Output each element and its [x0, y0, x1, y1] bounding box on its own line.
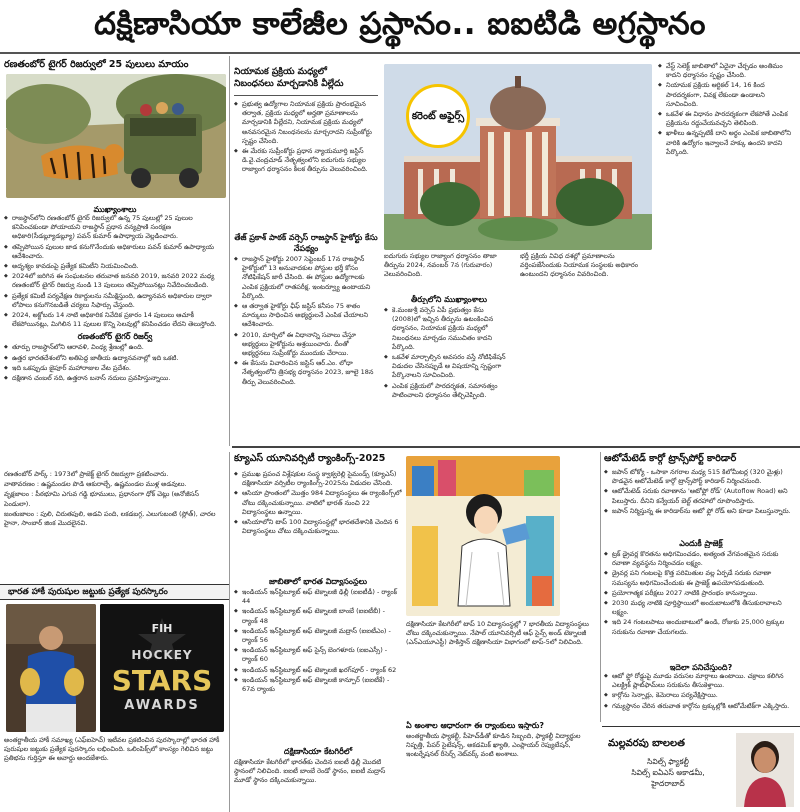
list-item: ◆ ఇండియన్ ఇన్‌స్టిట్యూట్ ఆఫ్ టెక్నాలజీ ఢిల్లీ (ఐఐటీడీ) - ర్యాంక్ 44	[234, 588, 402, 606]
author-city: హైదరాబాద్	[651, 779, 685, 788]
list-item: ◆ 2030 మధ్య నాటికి పూర్తిస్థాయిలో అందుబాటులోకి తీసుకురావాలని లక్ష్యం.	[604, 599, 798, 617]
author-name: మల్లవరపు బాలలత	[608, 738, 685, 749]
list-item: ◆ జపాన్ నిర్మిస్తున్న ఈ కారిడార్‌ను ఆటో ఫ్లో రోడ్ అని కూడా పిలుస్తున్నారు.	[604, 507, 798, 516]
why-project-bullets	[604, 550, 798, 660]
verdict-continued: భర్తీ ప్రక్రియ వివిధ దశల్లో ప్రమాణాలను వర్తింపజేసేందుకు నియామక సంస్థలకు అధికారం ఉంటుందని ధర్మాసనం వివరించింది.	[520, 252, 639, 279]
list-item: ◆ జపాన్ టోక్యో - ఒసాకా నగరాల మధ్య 515 కిలోమీటర్ల (320 మైళ్లు) పొడవైన ఆటోమేటెడ్ కార్గో ట్రాన్స్‌పోర్ట్ కారిడార్ నిర్మించనుంది.	[604, 468, 798, 486]
list-item: ◆ ఆటో ఫ్లో రోడ్డుపై మూడు వరుసల మార్గాలు ఉంటాయి. చక్రాలు కలిగిన ఎలక్ట్రిక్ ప్లాట్‌ఫామ్‌లు సరుకును తీసుకెళ్తాయి.	[604, 672, 798, 690]
list-item: ◆ ఉత్తర భారతదేశంలోని అతిపెద్ద జాతీయ ఉద్యానవనాల్లో ఇది ఒకటి.	[4, 354, 226, 363]
list-item: ◆ కార్గోను సెన్సార్లు, కెమెరాలు పర్యవేక్షిస్తాయి.	[604, 691, 798, 700]
fih-awards-logo	[100, 604, 224, 732]
current-affairs-badge: కరెంట్ అఫైర్స్	[406, 84, 470, 148]
list-item: ◆ కె.మంజుశ్రీ వర్సెస్ ఏపీ ప్రభుత్వం కేసు (2008)లో ఇచ్చిన తీర్పును ఉటంకించిన ధర్మాసనం, నియామక ప్రక్రియ మధ్యలో నిబంధనలు మార్చడం సముచితం కాదని పేర్కొంది.	[384, 306, 514, 352]
fact-line: వృక్షజాలం : పీఠభూమి ఎగువ గడ్డి భూములు, ప్రధానంగా ధోక్ చెట్లు (అనోజీసస్ పెండులా).	[4, 490, 199, 508]
page-headline: దక్షిణాసియా కాలేజీల ప్రస్థానం.. ఐఐటిడి అగ్రస్థానం	[94, 6, 706, 42]
list-item: ◆ తూర్పు రాజస్థాన్‌లోని ఆరావళి, వింధ్య శ్రేణుల్లో ఉంది.	[4, 343, 226, 352]
tiger-points-heading: ముఖ్యాంశాలు	[93, 205, 137, 214]
list-item: ◆ వేస్ట్ సెలెక్ట్ జాబితాలో ఏదైనా చేర్చడం అంతిమం కాదని ధర్మాసనం స్పష్టం చేసింది.	[658, 62, 798, 80]
list-item: ◆ ఇది ఒకప్పుడు జైపూర్ మహారాజుల వేట ప్రదేశం.	[4, 364, 226, 373]
list-item: ◆ 2024, అక్టోబరు 14 నాటి అధికారిక నివేదిక ప్రకారం 14 పులులు ఆచూకీ లేకపోయినట్లు, మిగిలిన 11 పులుల కొన్ని సెలవుల్లో కనిపించడం లేదని తెలుస్తోంది.	[4, 311, 226, 329]
list-item: ◆ 2010, మార్చిలో ఈ విధానాన్ని సవాలు చేస్తూ అభ్యర్థులు హైకోర్టును ఆశ్రయించారు. దీంతో అభ్యర్థనలు సుప్రీంకోర్టు ముందుకు చేరాయి.	[234, 331, 378, 359]
hockey-logo-text: HOCKEY	[131, 648, 193, 662]
list-item: ◆ డ్రైవర్ల పని గంటలపై కొత్త పరిమితుల వల్ల ఏర్పడే సరుకు రవాణా సమస్యను అధిగమించేందుకు ఈ ప్రాజెక్ట్ ఉపయోగపడుతుంది.	[604, 569, 798, 587]
supreme-court-photo	[384, 64, 652, 250]
list-item: ◆ తప్పిపోయిన పులుల జాడ కనుగొనేందుకు అధికారులు పవన్ కుమార్ ఉపాధ్యాయ ఆదేశించారు.	[4, 243, 226, 261]
case-background-text	[234, 255, 378, 443]
list-item: ◆ ఈ మేరకు సుప్రీంకోర్టు ప్రధాన న్యాయమూర్తి జస్టిస్ డి.వై.చంద్రచూడ్ నేతృత్వంలోని ఐదుగురు సభ్యుల రాజ్యాంగ ధర్మాసనం కీలక తీర్పును వెలువరించింది.	[234, 147, 378, 175]
author-photo	[736, 733, 794, 807]
fact-line: వాతావరణం : ఉష్ణమండల పొడి ఆకురాల్చే, ఉష్ణమండల ముళ్ల అడవులు.	[4, 480, 187, 489]
case-background-heading: తేజ్ ప్రకాశ్ పాఠక్ వర్సెస్ రాజస్థాన్ హైకోర్టు కేసు నేపథ్యం	[234, 233, 378, 253]
list-item: ◆ ఆ తర్వాత హైకోర్టు ఛీఫ్ జస్టిస్ కనీసం 75 శాతం మార్కులు సాధించిన అభ్యర్థులనే ఎంపిక చేయాలని ఆదేశించారు.	[234, 302, 378, 330]
hockey-banner: భారత హాకీ పురుషుల జట్టుకు ప్రత్యేక పురస్కారం	[0, 584, 229, 600]
criteria-text: అంతర్జాతీయ ఫ్యాకల్టీ, పీహెచ్‌డీతో కూడిన సిబ్బంది, ఫ్యాకల్టీ విద్యార్థుల నిష్పత్తి, పేపర్ సైటేషన్స్, అకడమిక్ ఖ్యాతి, ఎంప్లాయర్ రెప్యుటేషన్, ఇంటర్నేషనల్ రీసెర్చ్ నెట్‌వర్క్ వంటి అంశాలు.	[406, 732, 581, 759]
how-it-works-heading: ఇదెలా పనిచేస్తుంది?	[669, 663, 733, 672]
verdict-intro: ఐదుగురు సభ్యుల రాజ్యాంగ ధర్మాసనం తాజా తీర్పును 2024, నవంబర్ 7న (గురువారం) వెలువరించింది.	[384, 252, 497, 279]
fact-line: జంతుజాలం : పులి, చిరుతపులి, అడవి పంది, లకడబగ్గ, ఎలుగుబంటి (స్లోత్), చారల హైనా, సాంబార్ జింక మొదలైనవి.	[4, 509, 216, 528]
verdict-points-heading: తీర్పులోని ముఖ్యాంశాలు	[411, 295, 487, 304]
qs-ranking-title: క్యూఎస్ యూనివర్సిటీ ర్యాంకింగ్స్-2025	[234, 453, 386, 464]
list-item: ◆ ట్రక్ డ్రైవర్ల కొరతను అధిగమించడం, అత్యంత వేగవంతమైన సరుకు రవాణా వ్యవస్థను నిర్మించడం లక్ష్యం.	[604, 550, 798, 568]
list-item: ◆ ఖాళీలు ఉన్నప్పటికీ దాని అర్థం ఎంపిక జాబితాలోని వారికి ఉద్యోగం ఇవ్వాలనే హక్కు ఉందని కాదని పేర్కొంది.	[658, 129, 798, 157]
list-item: ◆ ఇది 24 గంటలపాటు అందుబాటులో ఉండి, రోజుకు 25,000 ట్రక్కుల సరుకును రవాణా చేయగలదు.	[604, 618, 798, 636]
tiger-article-title: రణతంబోర్ టైగర్ రిజర్వులో 25 పులులు మాయం	[4, 59, 189, 70]
reserve-facts	[4, 470, 226, 574]
qs-ranking-intro	[234, 470, 402, 574]
sc-intro-text	[234, 100, 378, 230]
section-rule	[232, 446, 800, 448]
verdict-points	[384, 306, 514, 444]
fih-logo-text: FIH	[151, 622, 173, 635]
list-item: ◆ అదృశ్యం కావడంపై ప్రత్యేక కమిటీని నియమించింది.	[4, 262, 226, 271]
awards-logo-text: AWARDS	[124, 698, 200, 713]
south-asia-text: దక్షిణాసియా కేటగిరీలో భారత్‌కు చెందిన ఐఐటీ ఢిల్లీ మొదటి స్థానంలో నిలిచింది. ఐఐటీ బాంబే రెండో స్థానం, ఐఐటీ మద్రాస్ మూడో స్థానం దక్కించుకున్నాయి.	[234, 758, 386, 785]
list-item: ◆ ప్రయోగాత్మక పరీక్షలు 2027 నాటికి ప్రారంభం కానున్నాయి.	[604, 589, 798, 598]
list-item: ◆ రాజస్థాన్‌లోని రణతంబోర్ టైగర్ రిజర్వులో ఉన్న 75 పులుల్లో 25 పులుల కనిపించకుండా పోయాయని రాజస్థాన్ ప్రధాన వన్యప్రాణి సంరక్షణ అధికారి(సీడబ్ల్యూడబ్ల్యూ) పవన్ కుమార్ ఉపాధ్యాయ వెల్లడించారు.	[4, 214, 226, 242]
list-item: ◆ ఇండియన్ ఇన్‌స్టిట్యూట్ ఆఫ్ టెక్నాలజీ మద్రాస్ (ఐఐటీఎం) - ర్యాంక్ 56	[234, 627, 402, 645]
list-item: ◆ ఇండియన్ ఇన్‌స్టిట్యూట్ ఆఫ్ టెక్నాలజీ కాన్పూర్ (ఐఐటీకే) - 67వ ర్యాంకు	[234, 676, 402, 694]
south-asia-heading: దక్షిణాసియా కేటగిరీలో	[283, 747, 353, 756]
list-item: ◆ ఇండియన్ ఇన్‌స్టిట్యూట్ ఆఫ్ టెక్నాలజీ ఖరగ్‌పూర్ - ర్యాంక్ 62	[234, 666, 402, 675]
list-item: ◆ నియామక ప్రక్రియ ఆర్టికల్ 14, 16 కింద పారదర్శకంగా, వివక్ష లేకుండా ఉండాలని సూచించింది.	[658, 81, 798, 109]
reserve-heading: రణతంబోర్ టైగర్ రిజర్వ్	[77, 332, 153, 342]
list-item: ◆ ఆసియా ప్రాంతంలో మొత్తం 984 విద్యాసంస్థలు ఈ ర్యాంకింగ్స్‌లో చోటు దక్కించుకున్నాయి. వాటిలో భారత్ నుంచి 22 విద్యాసంస్థలు ఉన్నాయి.	[234, 489, 402, 517]
stars-logo-text: STARS	[111, 664, 213, 697]
column-divider	[229, 452, 230, 812]
list-item: ◆ ఆటోమేటెడ్ సరుకు రవాణాను 'ఆటోఫ్లో రోడ్' (Autoflow Road) అని పిలుస్తారు. దీనిని కన్వేయర్ బెల్ట్ తరహాలో రూపొందిస్తారు.	[604, 487, 798, 505]
cargo-corridor-title: ఆటోమేటెడ్ కార్గో ట్రాన్స్‌పోర్ట్ కారిడార్	[604, 453, 737, 464]
list-item: ◆ ప్రత్యేక కమిటీ పర్యవేక్షణ రికార్డులను సమీక్షిస్తుంది, ఉద్యానవన అధికారుల ద్వారా లోపాలు కనుగొనబడితే చర్యలు సిఫార్సు చేస్తుంది.	[4, 292, 226, 310]
hockey-body: అంతర్జాతీయ హాకీ సమాఖ్య (ఎఫ్ఐహెచ్) ఇటీవల ప్రకటించిన పురస్కారాల్లో భారత హాకీ పురుషుల జట్టుకు ప్రత్యేక పురస్కారం లభించింది. ఒలింపిక్స్‌లో కాంస్యం గెలిచిన జట్టు ప్రతిభను గుర్తిస్తూ ఈ అవార్డు అందజేశారు.	[4, 736, 220, 763]
criteria-heading: ఏ అంశాల ఆధారంగా ఈ ర్యాంకులు ఇస్తారు?	[406, 721, 544, 730]
tiger-bullets	[4, 214, 226, 400]
how-it-works-bullets	[604, 672, 798, 722]
list-item: ◆ దక్షిణాన చంబల్ నది, ఉత్తరాన బనాస్ నదులు ప్రవహిస్తున్నాయి.	[4, 374, 226, 383]
list-item: ◆ ప్రముఖ ప్రపంచ విశ్లేషకుల సంస్థ క్వాక్వరెల్లి సైమండ్స్ (క్యూఎస్) దక్షిణాసియా వర్సిటీల ర్యాంకింగ్స్-2025ను విడుదల చేసింది.	[234, 470, 402, 488]
list-item: ◆ ప్రభుత్వ ఉద్యోగాల నియామక ప్రక్రియ ప్రారంభమైన తర్వాత, ప్రక్రియ మధ్యలో అర్హతా ప్రమాణాలను మార్చడానికి వీల్లేదని, నియామక ప్రక్రియ మధ్యలో అనవసరమైన నిబంధనలను మార్చరాదని సుప్రీంకోర్టు స్పష్టం చేసింది.	[234, 100, 378, 146]
author-org: సివిల్స్ ఐఏఎస్ అకాడమీ,	[631, 768, 705, 777]
fact-line: రణతంబోర్ పార్క్ : 1973లో ప్రాజెక్ట్ టైగర్ రిజర్వుగా ప్రకటించారు.	[4, 470, 169, 478]
list-item: ◆ ఇండియన్ ఇన్‌స్టిట్యూట్ ఆఫ్ టెక్నాలజీ బాంబే (ఐఐటీబీ) - ర్యాంక్ 48	[234, 607, 402, 625]
list-item: ◆ ఒకవేళ మార్చాల్సిన అవసరం వస్తే నోటిఫికేషన్ విడుదల చేసినప్పుడే ఆ విషయాన్ని స్పష్టంగా పేర్కొనాలని సూచించింది.	[384, 353, 514, 381]
list-item: ◆ రాజస్థాన్ హైకోర్టు 2007 సెప్టెంబర్ 17న రాజస్థాన్ హైకోర్టులో 13 అనువాదకుల పోస్టుల భర్తీ కోసం నోటిఫికేషన్ జారీ చేసింది. ఈ పోస్టుల ఉద్యోగాలకు ఎంపిక ప్రక్రియలో రాతపరీక్ష, ఇంటర్వ్యూ ఉంటాయని పేర్కొంది.	[234, 255, 378, 301]
graduate-illustration	[406, 456, 560, 616]
indian-institutes-heading: జాబితాలో భారత విద్యాసంస్థలు	[268, 577, 368, 586]
column-divider	[229, 56, 230, 446]
hockey-player-photo	[6, 604, 96, 732]
list-item: ◆ ఈ కేసును విచారించిన జస్టిస్ ఆర్.ఎం. లోధా నేతృత్వంలోని త్రిసభ్య ధర్మాసనం 2023, జూలై 18న తీర్పు వెలువరించింది.	[234, 359, 378, 387]
list-item: ◆ ఇండియన్ ఇన్‌స్టిట్యూట్ ఆఫ్ సైన్స్ బెంగళూరు (ఐఐఎస్సీ) - ర్యాంక్ 60	[234, 646, 402, 664]
list-item: ◆ గమ్యస్థానం చేరిన తరువాత కార్గోను ట్రక్కుల్లోకి ఆటోమేటిక్‌గా ఎక్కిస్తారు.	[604, 702, 798, 711]
headline-rule	[0, 52, 800, 54]
list-item: ◆ ఒకవేళ ఈ విధానం పారదర్శకంగా లేకపోతే ఎంపిక ప్రక్రియను రద్దుచేయవచ్చని తెలిపింది.	[658, 110, 798, 128]
sc-article-title: నియామక ప్రక్రియ మధ్యలో నిబంధనలు మార్చడానికి వీల్లేదు	[234, 66, 378, 96]
author-byline	[602, 726, 800, 812]
south-asia-ranking-text: దక్షిణాసియా కేటగిరీలో టాప్ 10 విద్యాసంస్థల్లో 7 భారతీయ విద్యాసంస్థలు చోటు దక్కించుకున్నాయి. నేపాల్ యూనివర్సిటీ ఆఫ్ సైన్స్ అండ్ టెక్నాలజీ (ఎన్ఎయూఎస్టీ) పాకిస్తాన్ దక్షిణాసియా విభాగంలో టాప్-5లో నిలిచింది.	[406, 620, 589, 647]
list-item: ◆ 2024లో జరిగిన ఈ సంఘటనల తరువాత జనవరి 2019, జనవరి 2022 మధ్య రణతంబోర్ టైగర్ రిజర్వు నుండి 13 పులులు తప్పిపోయినట్లు నివేదించబడింది.	[4, 272, 226, 290]
indian-institutes-list	[234, 588, 402, 744]
verdict-details-text	[658, 62, 798, 444]
why-project-heading: ఎందుకీ ప్రాజెక్ట్	[679, 539, 723, 548]
author-role: సివిల్స్ ఫ్యాకల్టీ	[647, 757, 689, 766]
list-item: ◆ ఆసియాలోని టాప్ 100 విద్యాసంస్థల్లో భారతదేశానికి చెందిన 6 విద్యాసంస్థలు చోటు దక్కించుకున్నాయి.	[234, 518, 402, 536]
column-divider	[600, 452, 601, 722]
tiger-safari-photo	[6, 74, 226, 198]
list-item: ◆ ఎంపిక ప్రక్రియలో పారదర్శకత, సమానత్వం పాటించాలని ధర్మాసనం తేల్చిచెప్పింది.	[384, 382, 514, 400]
cargo-corridor-bullets	[604, 468, 798, 536]
